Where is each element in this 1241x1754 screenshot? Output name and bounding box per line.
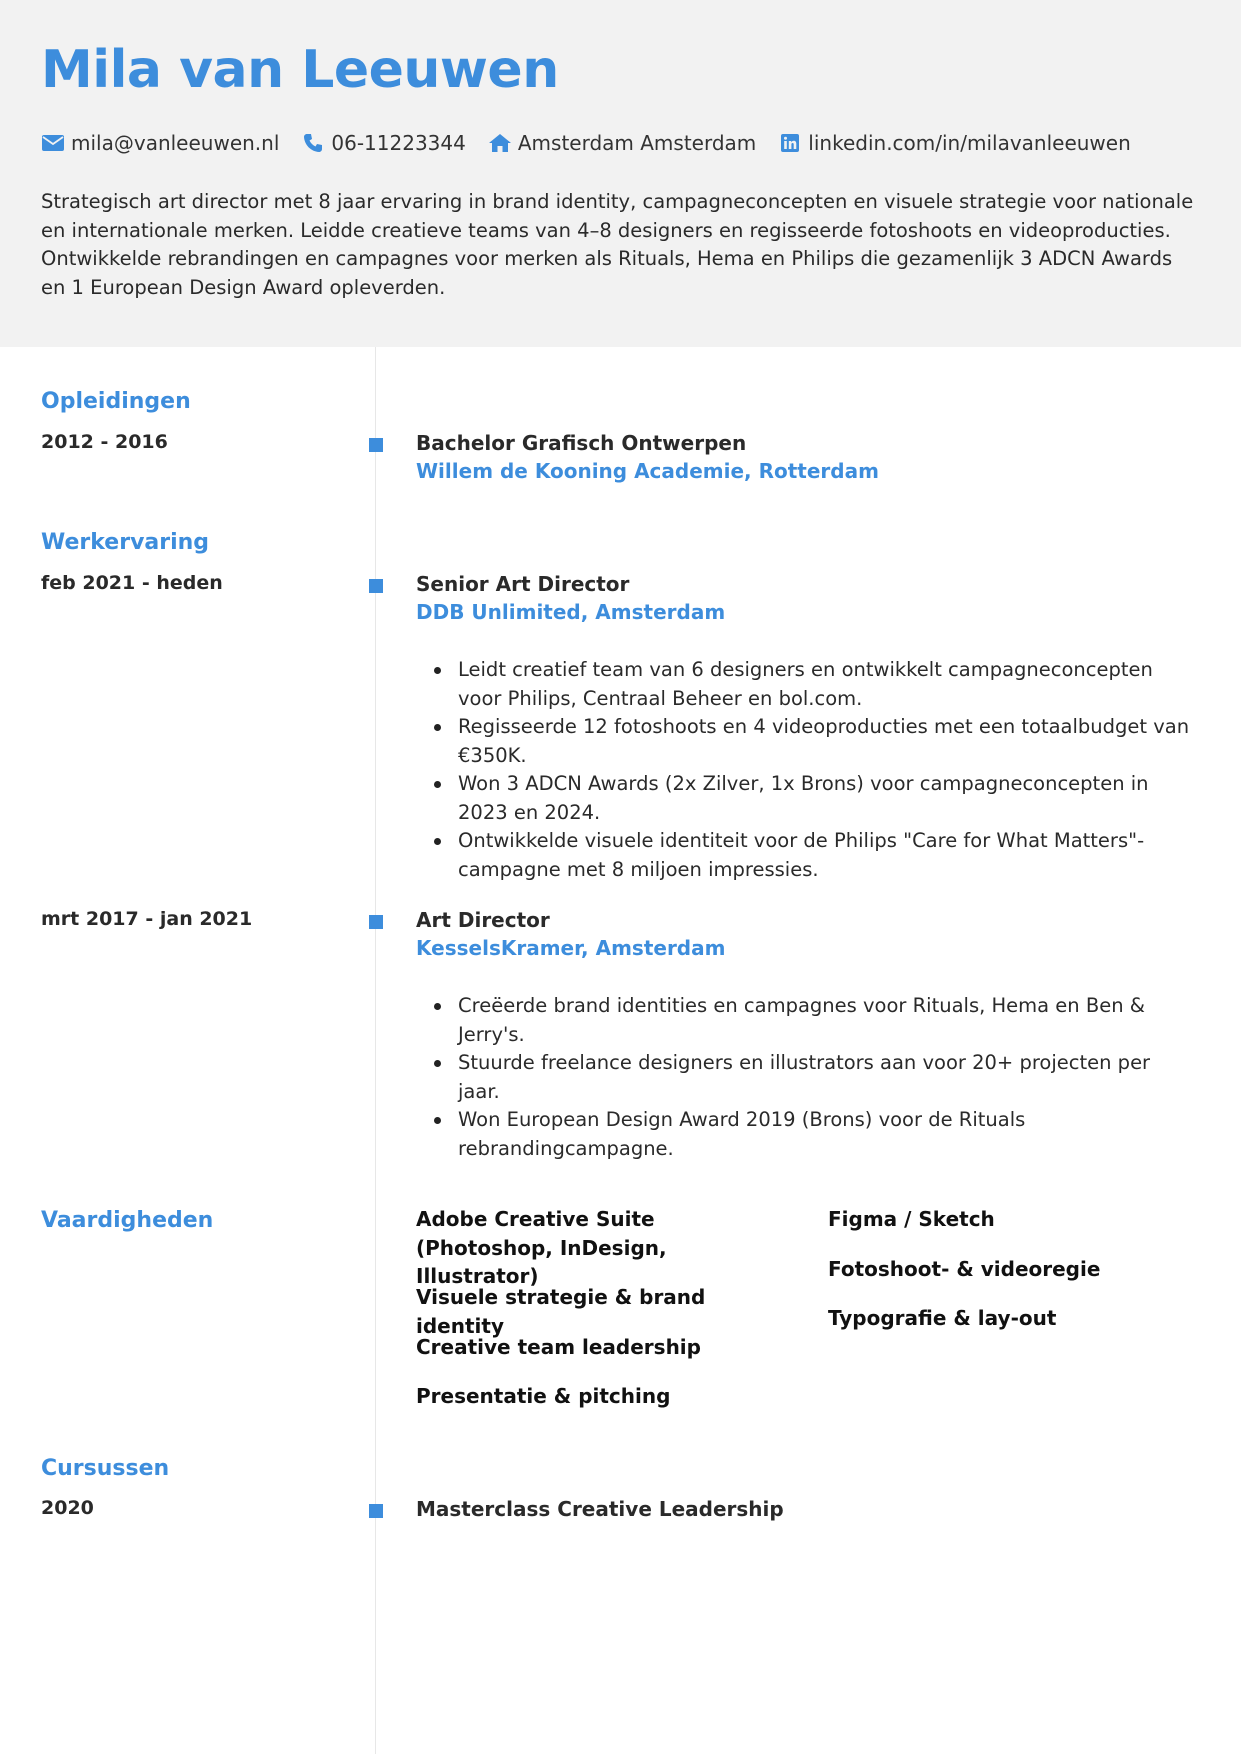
timeline-divider (375, 347, 376, 1754)
timeline-marker (369, 579, 383, 593)
education-title: Bachelor Grafisch Ontwerpen (416, 431, 747, 455)
job-bullet: Won European Design Award 2019 (Brons) voor de Rituals rebrandingcampagne. (416, 1106, 1198, 1163)
header (0, 0, 1241, 347)
job-bullet: Ontwikkelde visuele identiteit voor de Philips "Care for What Matters"-campagne met 8 miljoen impressies. (416, 827, 1198, 884)
job-date: mrt 2017 - jan 2021 (41, 908, 253, 930)
job-title: Art Director (416, 908, 550, 932)
section-title-skills: Vaardigheden (41, 1208, 214, 1233)
section-title-courses: Cursussen (41, 1456, 170, 1481)
job-bullet: Won 3 ADCN Awards (2x Zilver, 1x Brons) voor campagneconcepten in 2023 en 2024. (416, 770, 1198, 827)
section-title-experience: Werkervaring (41, 530, 210, 555)
contact-email-text: mila@vanleeuwen.nl (71, 131, 280, 155)
education-date: 2012 - 2016 (41, 431, 168, 453)
candidate-name: Mila van Leeuwen (41, 40, 559, 100)
skill-item: Visuele strategie & brand identity (416, 1285, 706, 1338)
job-date: feb 2021 - heden (41, 572, 223, 594)
job-bullet: Stuurde freelance designers en illustrators aan voor 20+ projecten per jaar. (416, 1049, 1198, 1106)
education-institution: Willem de Kooning Academie, Rotterdam (416, 459, 879, 483)
contact-row (41, 128, 1153, 158)
linkedin-icon (778, 132, 802, 154)
job-title: Senior Art Director (416, 572, 630, 596)
course-title: Masterclass Creative Leadership (416, 1497, 784, 1521)
job-bullet-list (416, 992, 1198, 1163)
contact-location-text: Amsterdam Amsterdam (517, 131, 757, 155)
job-bullet: Regisseerde 12 fotoshoots en 4 videoproducties met een totaalbudget van €350K. (416, 713, 1198, 770)
skill-item: Adobe Creative Suite (Photoshop, InDesign, Illustrator) (416, 1207, 667, 1288)
contact-email[interactable] (41, 131, 279, 155)
phone-icon (301, 132, 325, 154)
skill-item: Presentatie & pitching (416, 1384, 671, 1408)
contact-phone[interactable] (301, 131, 465, 155)
job-company: DDB Unlimited, Amsterdam (416, 600, 726, 624)
contact-phone-text: 06-11223344 (331, 131, 466, 155)
timeline-marker (369, 1504, 383, 1518)
course-date: 2020 (41, 1497, 94, 1519)
contact-location (488, 131, 756, 155)
timeline-marker (369, 438, 383, 452)
job-bullet: Leidt creatief team van 6 designers en ontwikkelt campagneconcepten voor Philips, Centraal Beheer en bol.com. (416, 656, 1198, 713)
job-bullet: Creëerde brand identities en campagnes voor Rituals, Hema en Ben & Jerry's. (416, 992, 1198, 1049)
home-icon (488, 132, 512, 154)
contact-linkedin-text: linkedin.com/in/milavanleeuwen (808, 131, 1131, 155)
skill-item: Figma / Sketch (828, 1207, 995, 1231)
contact-linkedin[interactable] (778, 131, 1130, 155)
section-title-education: Opleidingen (41, 389, 191, 414)
skill-item: Fotoshoot- & videoregie (828, 1257, 1101, 1281)
skill-item: Creative team leadership (416, 1335, 701, 1359)
job-company: KesselsKramer, Amsterdam (416, 936, 726, 960)
job-bullet-list (416, 656, 1198, 884)
profile-summary: Strategisch art director met 8 jaar ervaring in brand identity, campagneconcepten en visuele strategie voor nationale en internationale merken. Leidde creatieve teams van 4–8 designers en regisseerde fotoshoots en videoproducties. Ontwikkelde rebrandingen en campagnes voor merken als Rituals, Hema en Philips die gezamenlijk 3 ADCN Awards en 1 European Design Award opleverden. (41, 190, 1194, 299)
timeline-marker (369, 915, 383, 929)
envelope-icon (41, 132, 65, 154)
skill-item: Typografie & lay-out (828, 1306, 1057, 1330)
